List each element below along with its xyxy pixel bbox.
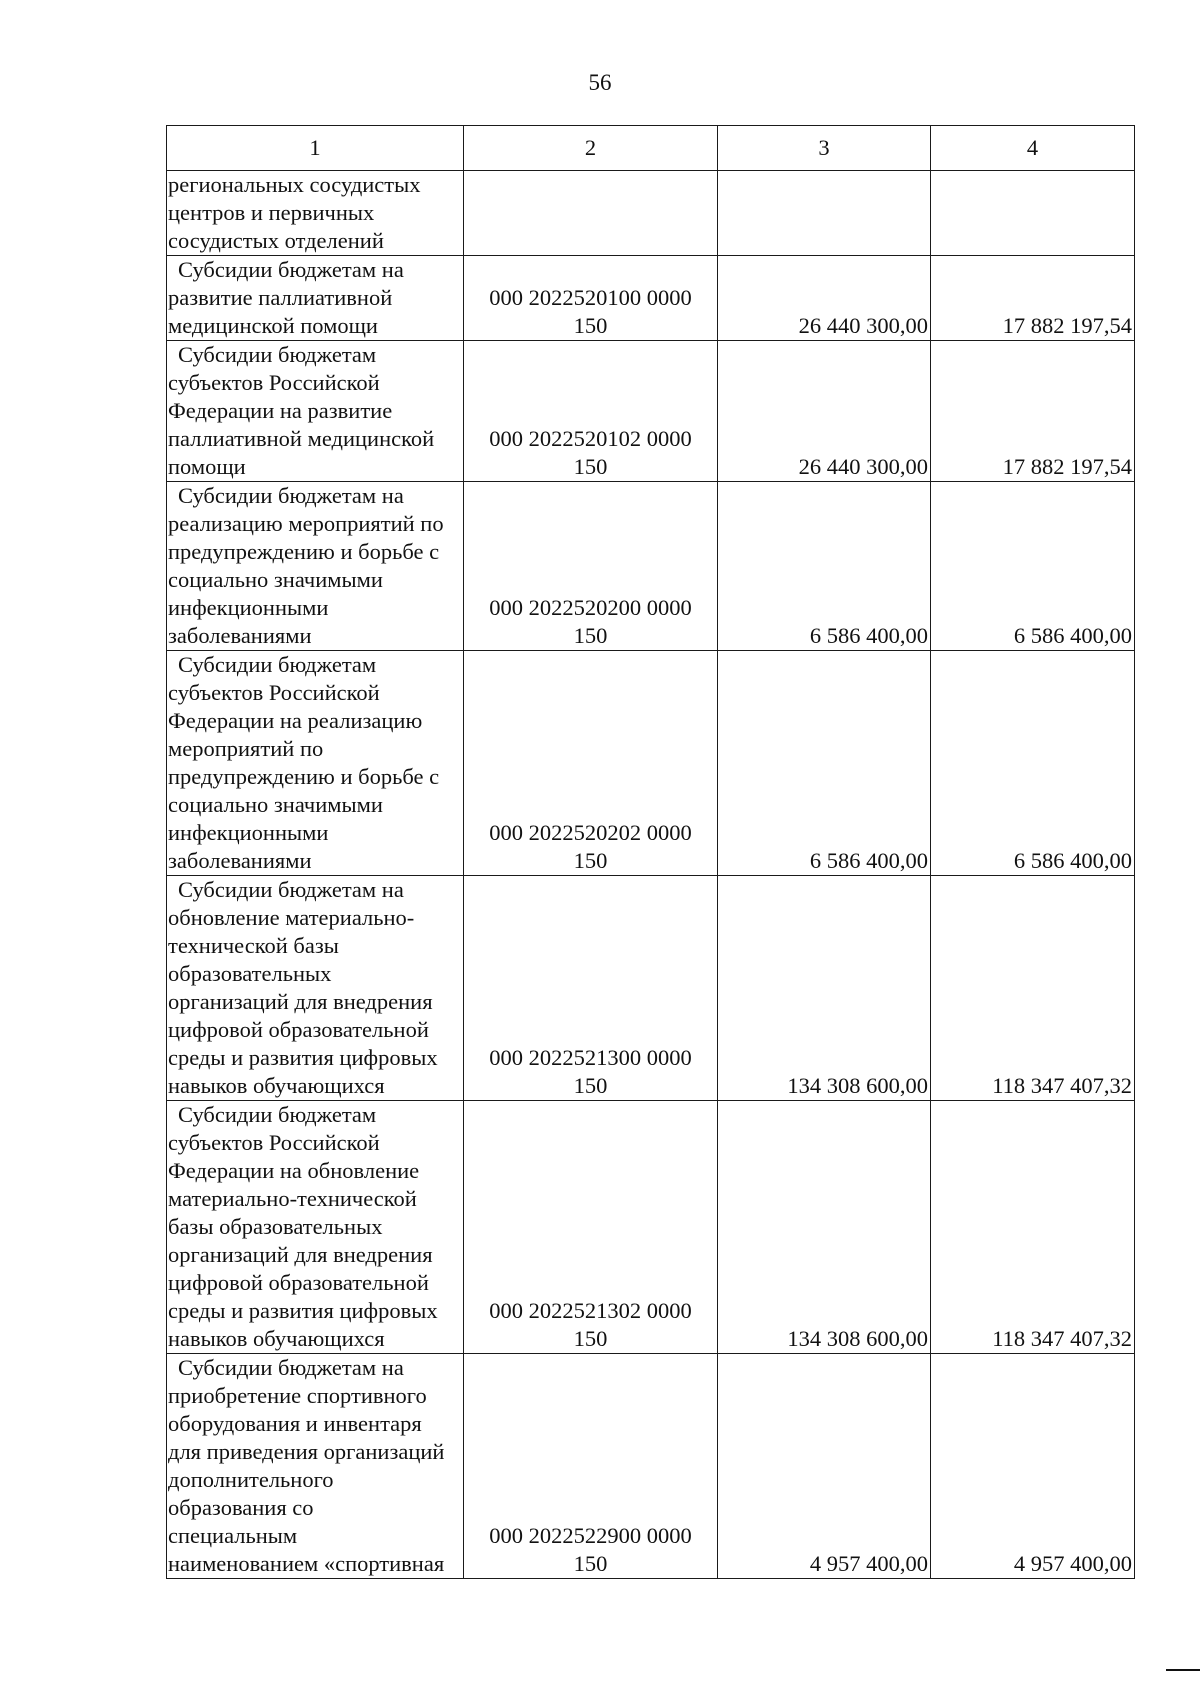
header-col-1: 1 [167, 126, 464, 171]
cell-code-line: 150 [573, 623, 608, 648]
cell-code-line: 150 [573, 1326, 608, 1351]
cell-name [167, 341, 464, 482]
cell-col3-value: 6 586 400,00 [718, 651, 931, 876]
cell-code-line: 000 2022520102 0000 [489, 426, 692, 451]
cell-code [464, 651, 718, 876]
table-row [167, 171, 1135, 256]
cell-code-line: 000 2022522900 0000 [489, 1523, 692, 1548]
cell-code [464, 171, 718, 256]
cell-name-line: реализацию мероприятий по [168, 511, 444, 536]
cell-name [167, 482, 464, 651]
cell-name-line: организаций для внедрения [168, 989, 433, 1014]
cell-col3-value: 26 440 300,00 [718, 256, 931, 341]
cell-name-line: наименованием «спортивная [168, 1551, 445, 1576]
cell-col4-value: 17 882 197,54 [931, 256, 1135, 341]
cell-code [464, 341, 718, 482]
cell-name-line: центров и первичных [168, 200, 375, 225]
table-row [167, 876, 1135, 1101]
cell-name-line: цифровой образовательной [168, 1017, 429, 1042]
cell-name-line: оборудования и инвентаря [168, 1411, 422, 1436]
cell-name-line: базы образовательных [168, 1214, 383, 1239]
cell-name-line: Субсидии бюджетам на [178, 257, 404, 282]
table-row [167, 341, 1135, 482]
cell-code-line: 150 [573, 1551, 608, 1576]
cell-name-line: Федерации на реализацию [168, 708, 423, 733]
header-row [167, 126, 1135, 171]
cell-code [464, 876, 718, 1101]
cell-name-line: региональных сосудистых [168, 172, 421, 197]
cell-name-line: медицинской помощи [168, 313, 378, 338]
cell-name [167, 876, 464, 1101]
cell-name-line: образования со [168, 1495, 314, 1520]
cell-name-line: паллиативной медицинской [168, 426, 435, 451]
cell-col4-value [931, 171, 1135, 256]
cell-code-line: 150 [573, 313, 608, 338]
cell-name-line: Федерации на развитие [168, 398, 393, 423]
cell-code-line: 150 [573, 848, 608, 873]
cell-name-line: заболеваниями [168, 623, 312, 648]
cell-name-line: инфекционными [168, 595, 329, 620]
page-number: 56 [588, 70, 612, 95]
table-body [167, 171, 1135, 1579]
cell-code-line: 150 [573, 454, 608, 479]
cell-col4-value: 4 957 400,00 [931, 1354, 1135, 1579]
cell-code [464, 1101, 718, 1354]
cell-col3-value: 26 440 300,00 [718, 341, 931, 482]
cell-col4-value: 17 882 197,54 [931, 341, 1135, 482]
cell-name-line: заболеваниями [168, 848, 312, 873]
cell-col3-value: 134 308 600,00 [718, 876, 931, 1101]
cell-name-line: образовательных [168, 961, 332, 986]
cell-name-line: навыков обучающихся [168, 1326, 385, 1351]
cell-code-line: 000 2022521300 0000 [489, 1045, 692, 1070]
table-row [167, 256, 1135, 341]
cell-code [464, 1354, 718, 1579]
cell-name-line: Субсидии бюджетам на [178, 483, 404, 508]
cell-name-line: для приведения организаций [168, 1439, 445, 1464]
cell-name-line: социально значимыми [168, 567, 383, 592]
cell-col4-value: 6 586 400,00 [931, 482, 1135, 651]
table-row [167, 651, 1135, 876]
cell-col4-value: 118 347 407,32 [931, 1101, 1135, 1354]
cell-name-line: среды и развития цифровых [168, 1298, 438, 1323]
cell-name-line: Субсидии бюджетам [178, 652, 377, 677]
cell-code-line: 150 [573, 1073, 608, 1098]
cell-name-line: обновление материально- [168, 905, 415, 930]
header-col-3: 3 [718, 126, 931, 171]
table-row [167, 482, 1135, 651]
cell-name [167, 256, 464, 341]
cell-name-line: Субсидии бюджетам на [178, 1355, 404, 1380]
cell-col4-value: 118 347 407,32 [931, 876, 1135, 1101]
cell-name-line: приобретение спортивного [168, 1383, 427, 1408]
cell-name-line: специальным [168, 1523, 298, 1548]
header-col-2: 2 [464, 126, 718, 171]
cell-name-line: сосудистых отделений [168, 228, 384, 253]
cell-name-line: материально-технической [168, 1186, 417, 1211]
cell-name-line: цифровой образовательной [168, 1270, 429, 1295]
cell-col3-value: 4 957 400,00 [718, 1354, 931, 1579]
cell-code-line: 000 2022520100 0000 [489, 285, 692, 310]
cell-col4-value: 6 586 400,00 [931, 651, 1135, 876]
corner-mark [1166, 1669, 1200, 1671]
cell-code [464, 256, 718, 341]
cell-code-line: 000 2022521302 0000 [489, 1298, 692, 1323]
cell-name-line: Субсидии бюджетам [178, 1102, 377, 1127]
cell-name [167, 1101, 464, 1354]
budget-table [166, 125, 1135, 1579]
cell-code-line: 000 2022520202 0000 [489, 820, 692, 845]
cell-col3-value [718, 171, 931, 256]
cell-name-line: технической базы [168, 933, 339, 958]
cell-name-line: социально значимыми [168, 792, 383, 817]
cell-name-line: предупреждению и борьбе с [168, 764, 440, 789]
cell-code-line: 000 2022520200 0000 [489, 595, 692, 620]
table-header [167, 126, 1135, 171]
cell-name-line: организаций для внедрения [168, 1242, 433, 1267]
cell-name-line: дополнительного [168, 1467, 334, 1492]
cell-code [464, 482, 718, 651]
cell-name-line: среды и развития цифровых [168, 1045, 438, 1070]
cell-name-line: помощи [168, 454, 246, 479]
cell-name-line: инфекционными [168, 820, 329, 845]
cell-name [167, 1354, 464, 1579]
cell-name-line: мероприятий по [168, 736, 324, 761]
cell-col3-value: 134 308 600,00 [718, 1101, 931, 1354]
header-col-4: 4 [931, 126, 1135, 171]
cell-name-line: субъектов Российской [168, 1130, 380, 1155]
cell-name [167, 171, 464, 256]
table-row [167, 1101, 1135, 1354]
cell-name-line: развитие паллиативной [168, 285, 393, 310]
cell-name-line: навыков обучающихся [168, 1073, 385, 1098]
cell-name-line: Федерации на обновление [168, 1158, 420, 1183]
cell-col3-value: 6 586 400,00 [718, 482, 931, 651]
cell-name-line: Субсидии бюджетам на [178, 877, 404, 902]
cell-name [167, 651, 464, 876]
cell-name-line: Субсидии бюджетам [178, 342, 377, 367]
table-row [167, 1354, 1135, 1579]
cell-name-line: субъектов Российской [168, 370, 380, 395]
cell-name-line: предупреждению и борьбе с [168, 539, 440, 564]
cell-name-line: субъектов Российской [168, 680, 380, 705]
